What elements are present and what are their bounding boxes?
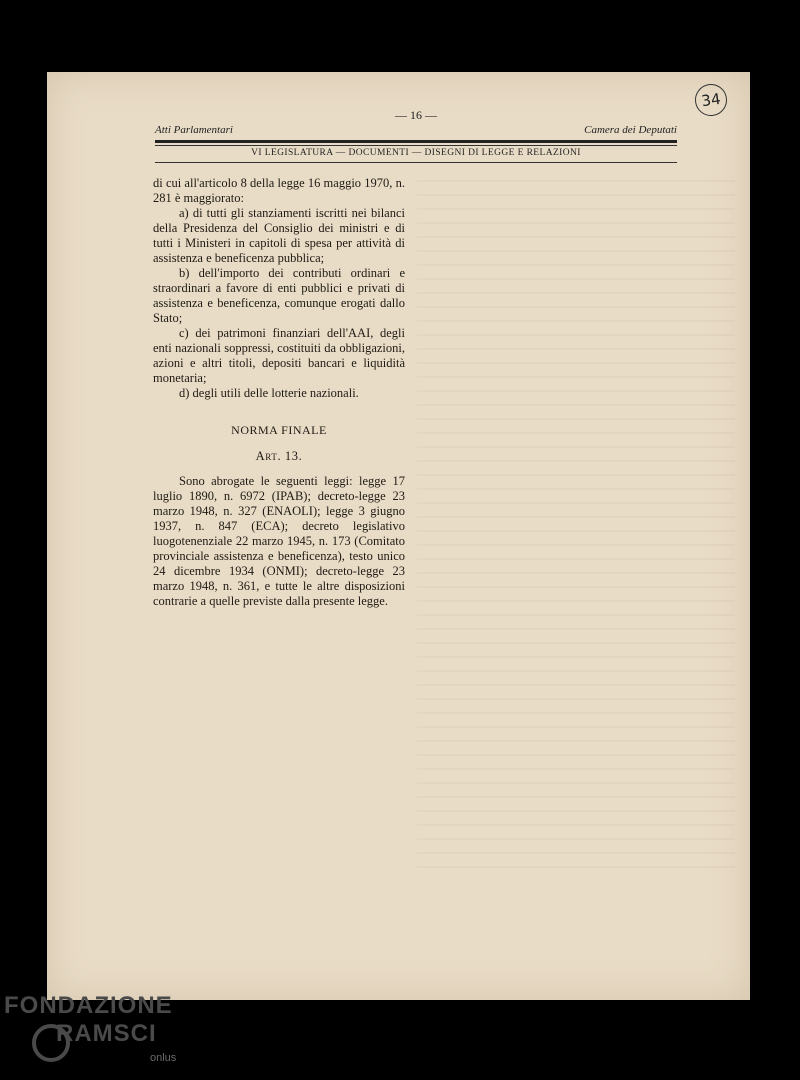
document-page — [47, 72, 750, 1000]
handwritten-page-number: 34 — [693, 82, 729, 118]
item-c: c) dei patrimoni finanziari dell'AAI, degli enti nazionali soppressi, costituiti da obbligazioni, azioni e altri titoli, depositi bancari e liquidità monetaria; — [153, 326, 405, 385]
fondazione-gramsci-logo — [0, 990, 240, 1070]
article-text: Sono abrogate le seguenti leggi: legge 17 luglio 1890, n. 6972 (IPAB); decreto-legge 23 marzo 1948, n. 327 (ENAOLI); legge 3 giugno 1937, n. 847 (ECA); decreto legislativo luogotenenziale 22 marzo 1945, n. 173 (Comitato provinciale assistenza e beneficenza), testo unico 24 dicembre 1934 (ONMI); decreto-legge 23 marzo 1948, n. 361, e tutte le altre disposizioni contrarie a quelle previste dalla presente legge. — [153, 474, 405, 608]
header-right: Camera dei Deputati — [584, 124, 677, 136]
article-title: Art. 13. — [255, 449, 303, 463]
header-rule-thick — [155, 140, 677, 143]
item-a: a) di tutti gli stanziamenti iscritti nei bilanci della Presidenza del Consiglio dei ministri e di tutti i Ministeri in capitoli di spesa per attività di assistenza e beneficenza pubblica; — [153, 206, 405, 265]
page-number: — 16 — — [395, 108, 437, 122]
subheader-rule — [155, 162, 677, 163]
subheader: VI LEGISLATURA — DOCUMENTI — DISEGNI DI LEGGE E RELAZIONI — [251, 148, 581, 158]
bleed-through-text — [417, 180, 735, 880]
intro-paragraph: di cui all'articolo 8 della legge 16 maggio 1970, n. 281 è maggiorato: — [153, 176, 405, 205]
logo-line2: RAMSCI — [56, 1020, 157, 1047]
item-d: d) degli utili delle lotterie nazionali. — [179, 386, 359, 400]
text-column — [153, 176, 405, 609]
logo-line3: onlus — [150, 1052, 177, 1064]
item-b: b) dell'importo dei contributi ordinari e straordinari a favore di enti pubblici e privati di assistenza e beneficenza, comunque erogati dallo Stato; — [153, 266, 405, 325]
section-title: NORMA FINALE — [231, 423, 327, 437]
logo-line1: FONDAZIONE — [4, 992, 173, 1019]
header-left: Atti Parlamentari — [155, 124, 233, 136]
page-header — [155, 108, 677, 136]
header-rule-thin — [155, 145, 677, 146]
